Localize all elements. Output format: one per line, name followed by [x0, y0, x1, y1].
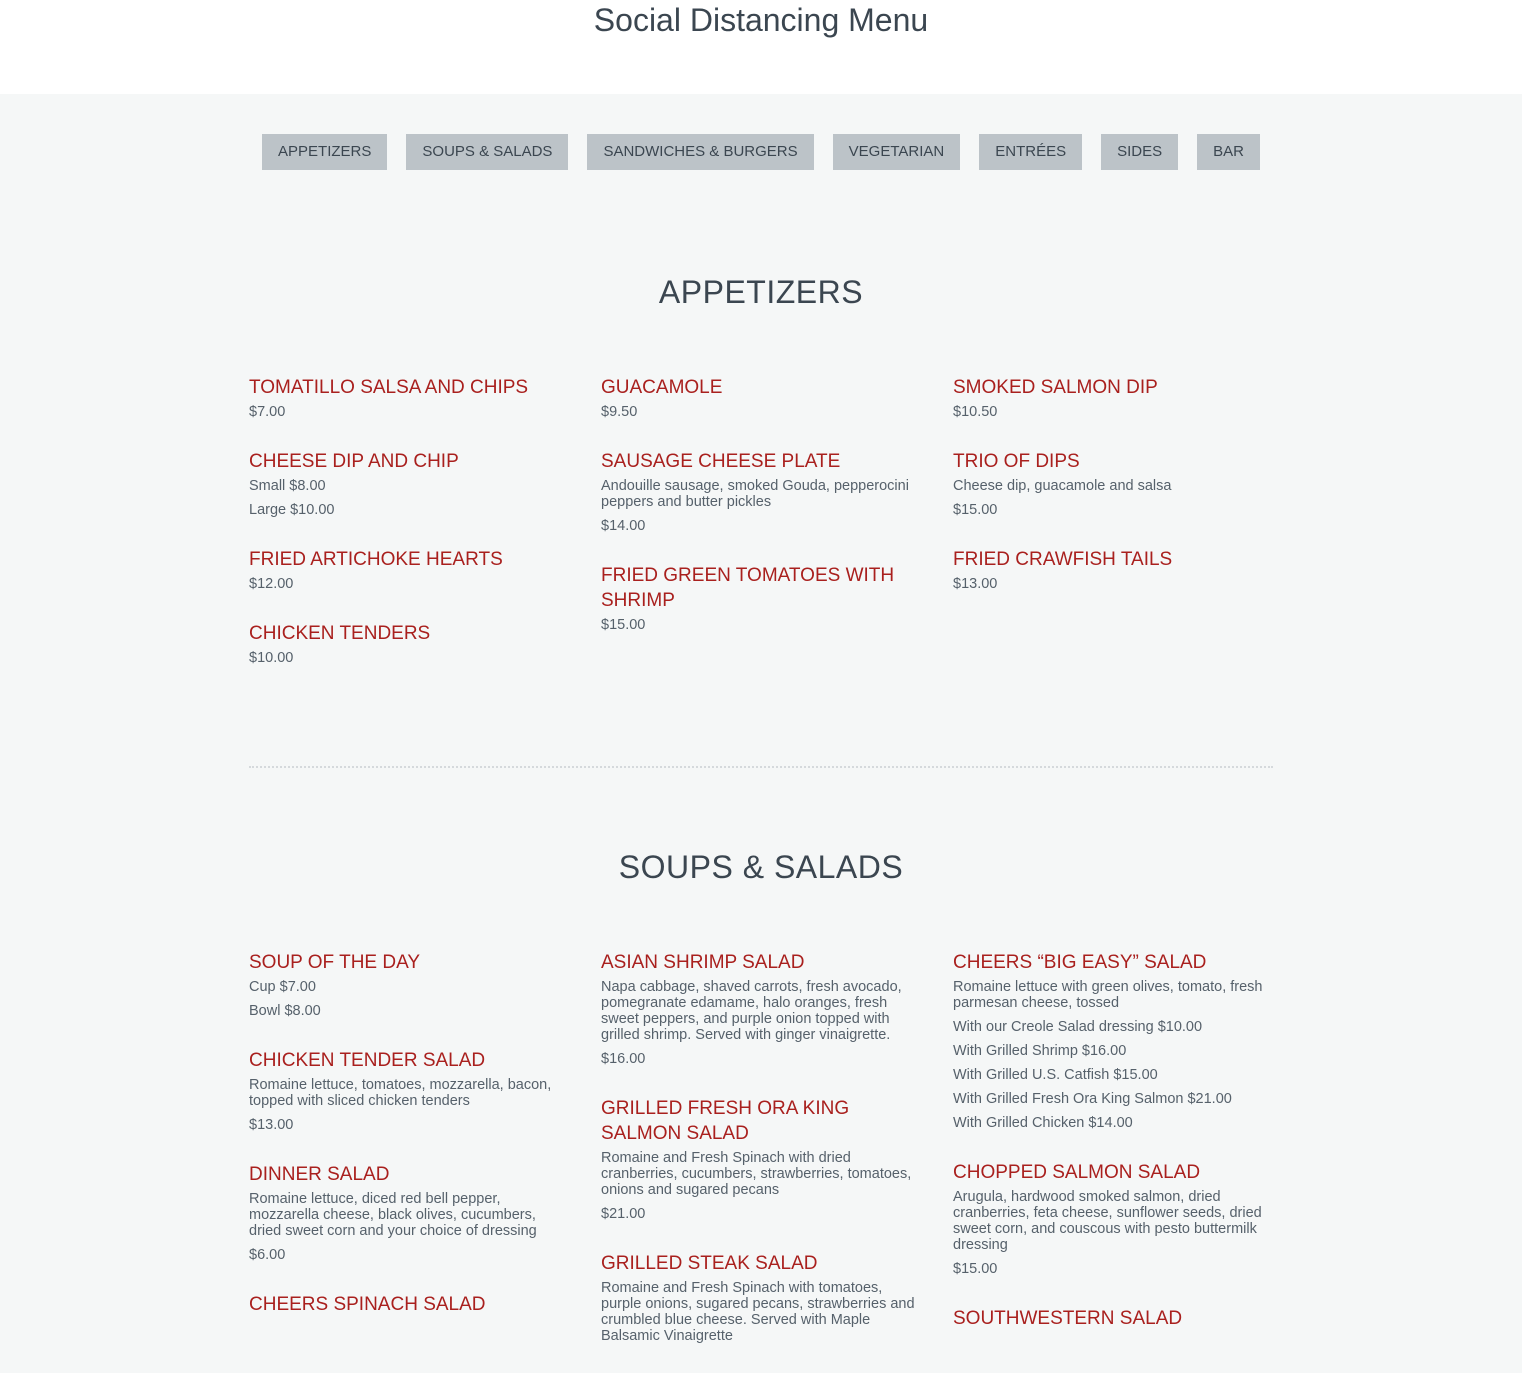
category-nav	[0, 94, 1522, 170]
menu-item	[953, 1306, 1273, 1331]
nav-button-sides[interactable]: SIDES	[1101, 134, 1178, 170]
menu-item	[249, 1048, 569, 1133]
menu-item-description: Napa cabbage, shaved carrots, fresh avocado, pomegranate edamame, halo oranges, fresh sweet peppers, and purple onion topped with grilled shrimp. Served with ginger vinaigrette.	[601, 979, 902, 1043]
menu-item-price: Small $8.00	[249, 478, 326, 494]
section-title-soups-salads: SOUPS & SALADS	[618, 849, 904, 885]
menu-item-description: Andouille sausage, smoked Gouda, pepperocini peppers and butter pickles	[601, 478, 909, 510]
menu-item	[953, 1160, 1273, 1277]
menu-item	[601, 449, 921, 534]
section-divider	[249, 766, 1273, 768]
menu-item-price: With Grilled Shrimp $16.00	[953, 1043, 1127, 1059]
menu-item-name: FRIED CRAWFISH TAILS	[953, 549, 1173, 570]
menu-item-price: $13.00	[249, 1117, 294, 1133]
menu-item	[601, 375, 921, 420]
nav-button-bar[interactable]: BAR	[1197, 134, 1260, 170]
menu-item	[249, 1292, 569, 1317]
menu-item-name: FRIED GREEN TOMATOES WITH SHRIMP	[601, 565, 895, 611]
menu-item-price: Large $10.00	[249, 502, 335, 518]
menu-item-description: Romaine lettuce, diced red bell pepper, mozzarella cheese, black olives, cucumbers, dried sweet corn and your choice of dressing	[249, 1191, 537, 1239]
appetizers-section	[0, 274, 1522, 666]
menu-item	[601, 1251, 921, 1344]
appetizers-column-2	[601, 375, 921, 662]
menu-item	[953, 449, 1273, 518]
menu-item-name: TOMATILLO SALSA AND CHIPS	[249, 377, 529, 398]
menu-item-price: $16.00	[601, 1051, 646, 1067]
soups-salads-section	[0, 849, 1522, 1344]
appetizers-column-1	[249, 375, 569, 695]
menu-item	[249, 375, 569, 420]
nav-button-appetizers[interactable]: APPETIZERS	[262, 134, 387, 170]
menu-item-name: GRILLED STEAK SALAD	[601, 1253, 818, 1274]
menu-item-name: CHOPPED SALMON SALAD	[953, 1162, 1201, 1183]
menu-item-price: With Grilled U.S. Catfish $15.00	[953, 1067, 1158, 1083]
menu-item	[601, 563, 921, 633]
menu-item-name: CHEERS “BIG EASY” SALAD	[953, 952, 1207, 973]
menu-item-description: Arugula, hardwood smoked salmon, dried cranberries, feta cheese, sunflower seeds, dried sweet corn, and couscous with pesto buttermilk dressing	[953, 1189, 1262, 1253]
soups-salads-column-1	[249, 950, 569, 1346]
nav-button-soups-salads[interactable]: SOUPS & SALADS	[406, 134, 568, 170]
menu-item-price: $9.50	[601, 404, 638, 420]
soups-salads-column-2	[601, 950, 921, 1373]
soups-salads-column-3	[953, 950, 1273, 1360]
menu-item	[601, 1096, 921, 1222]
appetizers-column-3	[953, 375, 1273, 621]
menu-item	[249, 1162, 569, 1263]
menu-item-name: CHICKEN TENDERS	[249, 623, 431, 644]
menu-item-description: Romaine and Fresh Spinach with dried cranberries, cucumbers, strawberries, tomatoes, onions and sugared pecans	[601, 1150, 912, 1198]
menu-item	[953, 375, 1273, 420]
menu-item-name: GUACAMOLE	[601, 377, 723, 398]
menu-item	[601, 950, 921, 1067]
menu-item	[953, 950, 1273, 1131]
menu-item-name: DINNER SALAD	[249, 1164, 390, 1185]
menu-item	[249, 547, 569, 592]
menu-item-price: $21.00	[601, 1206, 646, 1222]
menu-item-description: Romaine lettuce with green olives, tomato, fresh parmesan cheese, tossed	[953, 979, 1263, 1011]
menu-item	[249, 621, 569, 666]
section-title-appetizers: APPETIZERS	[658, 274, 864, 310]
menu-item-name: FRIED ARTICHOKE HEARTS	[249, 549, 503, 570]
menu-item-price: With Grilled Fresh Ora King Salmon $21.00	[953, 1091, 1232, 1107]
menu-item	[249, 950, 569, 1019]
menu-item-price: $15.00	[953, 502, 998, 518]
menu-item	[249, 449, 569, 518]
menu-item-price: $15.00	[953, 1261, 998, 1277]
menu-item-name: GRILLED FRESH ORA KING SALMON SALAD	[601, 1098, 850, 1144]
menu-item-name: SOUP OF THE DAY	[249, 952, 421, 973]
menu-item-price: $13.00	[953, 576, 998, 592]
menu-item-name: CHICKEN TENDER SALAD	[249, 1050, 486, 1071]
menu-item-name: SMOKED SALMON DIP	[953, 377, 1158, 398]
menu-item-name: CHEERS SPINACH SALAD	[249, 1294, 486, 1315]
menu-item-description: Cheese dip, guacamole and salsa	[953, 478, 1172, 494]
menu-item-name: ASIAN SHRIMP SALAD	[601, 952, 805, 973]
menu-item-price: Bowl $8.00	[249, 1003, 321, 1019]
menu-item-price: $14.00	[601, 518, 646, 534]
menu-item	[953, 547, 1273, 592]
menu-item-price: $6.00	[249, 1247, 286, 1263]
menu-item-name: SAUSAGE CHEESE PLATE	[601, 451, 841, 472]
menu-item-name: TRIO OF DIPS	[953, 451, 1080, 472]
menu-item-price: With Grilled Chicken $14.00	[953, 1115, 1133, 1131]
menu-item-price: $7.00	[249, 404, 286, 420]
menu-item-price: $15.00	[601, 617, 646, 633]
page-title: Social Distancing Menu	[593, 2, 929, 38]
nav-button-entrees[interactable]: ENTRÉES	[979, 134, 1082, 170]
menu-item-price: With our Creole Salad dressing $10.00	[953, 1019, 1203, 1035]
nav-button-sandwiches-burgers[interactable]: SANDWICHES & BURGERS	[587, 134, 813, 170]
menu-item-name: CHEESE DIP AND CHIP	[249, 451, 459, 472]
menu-item-price: Cup $7.00	[249, 979, 316, 995]
menu-item-price: $12.00	[249, 576, 294, 592]
menu-item-price: $10.00	[249, 650, 294, 666]
menu-item-description: Romaine and Fresh Spinach with tomatoes, purple onions, sugared pecans, strawberries and crumbled blue cheese. Served with Maple Balsamic Vinaigrette	[601, 1280, 915, 1344]
site-header	[0, 0, 1522, 94]
nav-button-vegetarian[interactable]: VEGETARIAN	[833, 134, 961, 170]
menu-item-description: Romaine lettuce, tomatoes, mozzarella, bacon, topped with sliced chicken tenders	[249, 1077, 552, 1109]
menu-item-name: SOUTHWESTERN SALAD	[953, 1308, 1183, 1329]
menu-item-price: $10.50	[953, 404, 998, 420]
